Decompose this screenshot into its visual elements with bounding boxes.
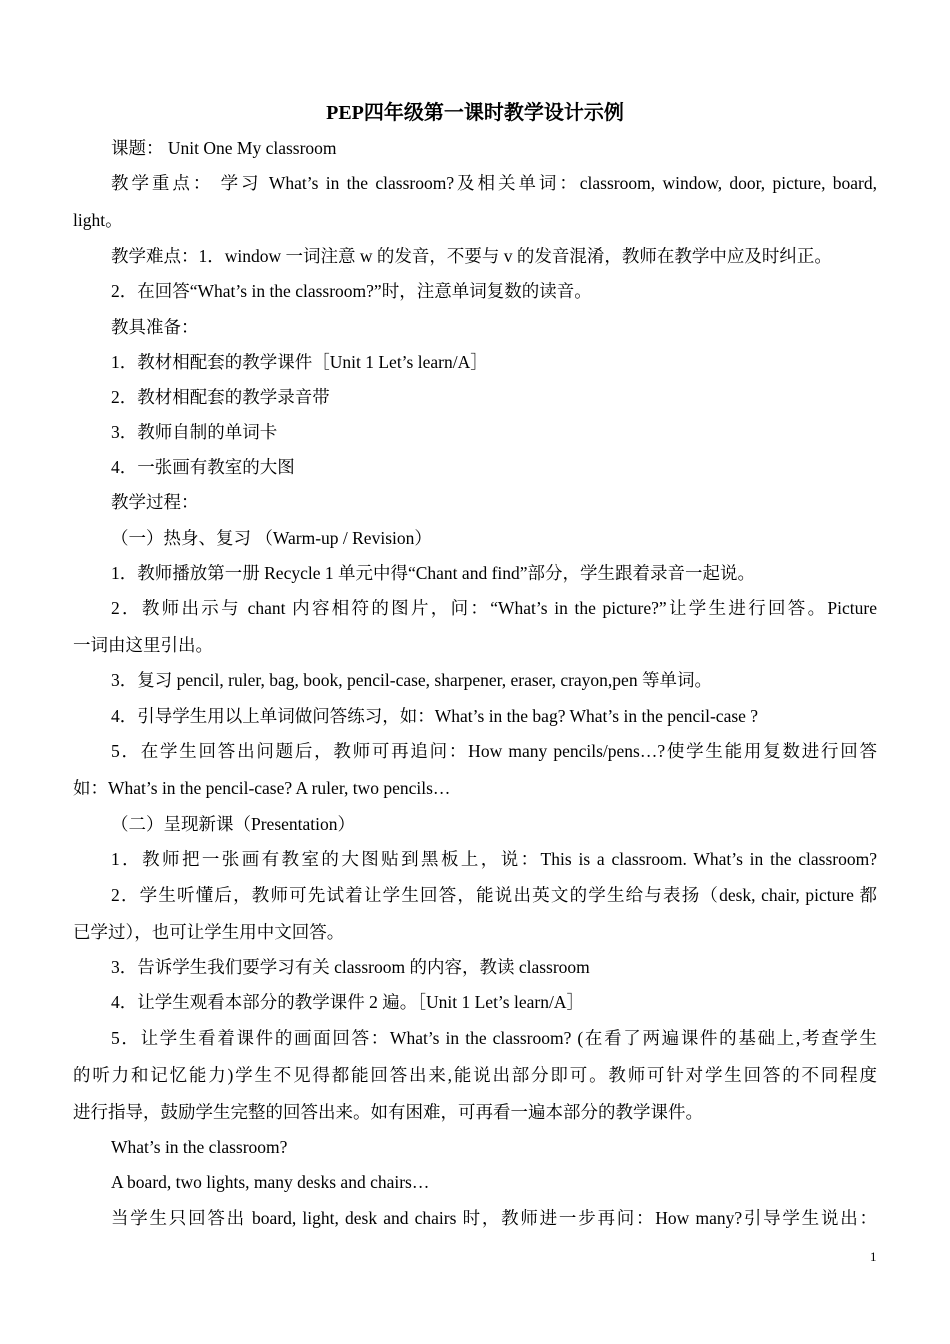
text-line-present-4: 4．让学生观看本部分的教学课件 2 遍。［Unit 1 Let’s learn/A］ xyxy=(111,992,584,1012)
text-line-present-1: 1．教师把一张画有教室的大图贴到黑板上，说：This is a classroom. What’s in the classroom? xyxy=(111,849,877,869)
text-line-section-1-heading: （一）热身、复习 （Warm-up / Revision） xyxy=(111,528,432,548)
text-line-followup: 当学生只回答出 board, light, desk and chairs 时，教师进一步再问：How many?引导学生说出： xyxy=(111,1208,877,1228)
text-line-material-2: 2．教材相配套的教学录音带 xyxy=(111,387,330,407)
text-line-present-5-cont-1: 的听力和记忆能力)学生不见得都能回答出来,能说出部分即可。教师可针对学生回答的不同程度 xyxy=(73,1065,877,1085)
page-number: 1 xyxy=(870,1249,877,1264)
text-line-present-2-cont: 已学过），也可让学生用中文回答。 xyxy=(73,922,345,942)
text-line-warmup-1: 1．教师播放第一册 Recycle 1 单元中得“Chant and find”部分，学生跟着录音一起说。 xyxy=(111,563,756,583)
text-line-material-3: 3．教师自制的单词卡 xyxy=(111,422,278,442)
text-line-difficulty-2: 2．在回答“What’s in the classroom?”时，注意单词复数的读音。 xyxy=(111,281,592,301)
text-line-material-4: 4．一张画有教室的大图 xyxy=(111,457,295,477)
text-line-present-5-cont-2: 进行指导，鼓励学生完整的回答出来。如有困难，可再看一遍本部分的教学课件。 xyxy=(73,1102,703,1122)
text-line-material-1: 1．教材相配套的教学课件［Unit 1 Let’s learn/A］ xyxy=(111,352,488,372)
text-line-present-5: 5．让学生看着课件的画面回答：What’s in the classroom? (在看了两遍课件的基础上,考查学生 xyxy=(111,1028,877,1048)
text-line-present-3: 3．告诉学生我们要学习有关 classroom 的内容，教读 classroom xyxy=(111,957,590,977)
text-line-warmup-4: 4．引导学生用以上单词做问答练习，如：What’s in the bag? What’s in the pencil-case ? xyxy=(111,706,759,726)
text-line-warmup-2-cont: 一词由这里引出。 xyxy=(73,635,213,655)
text-line-topic: 课题： Unit One My classroom xyxy=(111,138,337,158)
text-line-example-question: What’s in the classroom? xyxy=(111,1137,288,1157)
text-line-difficulty-1: 教学难点：1．window 一词注意 w 的发音，不要与 v 的发音混淆，教师在教学中应及时纠正。 xyxy=(111,246,832,266)
text-line-warmup-2: 2．教师出示与 chant 内容相符的图片，问：“What’s in the picture?”让学生进行回答。Picture xyxy=(111,598,877,618)
text-line-warmup-5-cont: 如：What’s in the pencil-case? A ruler, two pencils… xyxy=(73,778,451,798)
text-line-present-2: 2．学生听懂后，教师可先试着让学生回答，能说出英文的学生给与表扬（desk, chair, picture 都 xyxy=(111,885,877,905)
document-title: PEP四年级第一课时教学设计示例 xyxy=(326,102,624,124)
text-line-materials-heading: 教具准备： xyxy=(111,317,199,337)
text-line-example-answer: A board, two lights, many desks and chairs… xyxy=(111,1172,430,1192)
text-line-process-heading: 教学过程： xyxy=(111,492,199,512)
text-line-warmup-5: 5．在学生回答出问题后，教师可再追问：How many pencils/pens…?使学生能用复数进行回答 xyxy=(111,741,877,761)
text-line-section-2-heading: （二）呈现新课（Presentation） xyxy=(111,814,356,834)
text-line-warmup-3: 3．复习 pencil, ruler, bag, book, pencil-case, sharpener, eraser, crayon,pen 等单词。 xyxy=(111,670,712,690)
text-line-key-points: 教学重点： 学习 What’s in the classroom?及相关单词：classroom, window, door, picture, board, xyxy=(111,173,877,193)
text-line-key-points-cont: light。 xyxy=(73,210,123,230)
